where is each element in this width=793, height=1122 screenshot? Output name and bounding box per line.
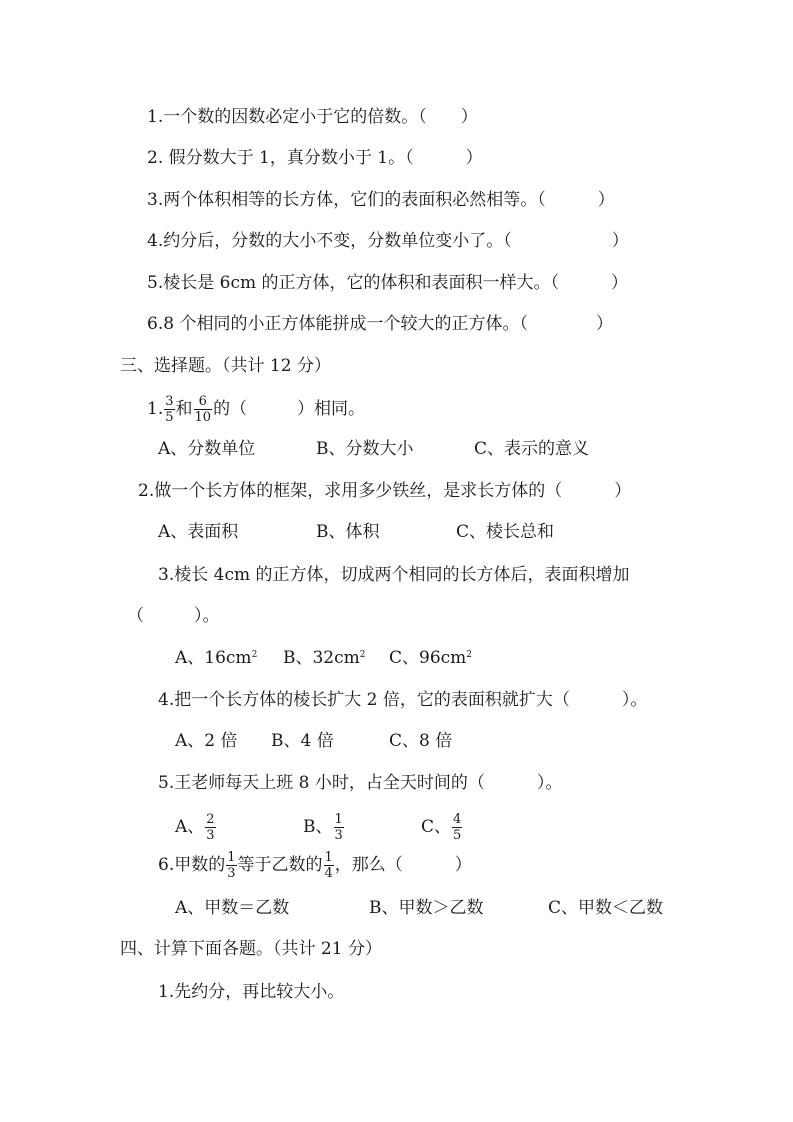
q3-option-b bbox=[283, 646, 366, 670]
close-paren: ） bbox=[465, 148, 483, 168]
q1-option-a: A、分数单位 bbox=[158, 439, 256, 459]
fraction-3-5: $\frac{3}{5}$ bbox=[165, 394, 174, 425]
q6-option-a: A、甲数＝乙数 bbox=[175, 898, 290, 918]
close-paren: ） bbox=[614, 481, 632, 501]
option-text: B、32cm bbox=[283, 648, 360, 668]
q5-option-b bbox=[303, 812, 345, 843]
q4-option-a: A、2 倍 bbox=[175, 731, 238, 751]
section-4-q1: 1.先约分，再比较大小。 bbox=[158, 982, 345, 1002]
q1-option-b: B、分数大小 bbox=[316, 439, 414, 459]
squared-sup: 2 bbox=[466, 650, 473, 660]
q5-option-a bbox=[175, 812, 217, 843]
choice-q5 bbox=[158, 771, 562, 795]
section-3-title: 三、选择题。（共计 12 分） bbox=[120, 356, 331, 376]
q2-option-c: C、棱长总和 bbox=[456, 522, 555, 542]
q3-option-c bbox=[389, 646, 472, 670]
close-paren: ） bbox=[595, 314, 613, 334]
option-label: C、 bbox=[421, 817, 452, 837]
close-paren: ） bbox=[454, 855, 472, 875]
close-paren: ） bbox=[611, 231, 629, 251]
fraction-1-3: $\frac{1}{3}$ bbox=[334, 812, 343, 843]
fraction-6-10: $\frac{6}{10}$ bbox=[194, 394, 212, 425]
squared-sup: 2 bbox=[251, 650, 258, 660]
option-label: B、 bbox=[303, 817, 333, 837]
open-paren: （ bbox=[127, 606, 144, 626]
q-text: 一个数的因数必定小于它的倍数。（ bbox=[163, 107, 427, 127]
q-text: 两个体积相等的长方体，它们的表面积必然相等。（ bbox=[163, 190, 546, 210]
choice-q1 bbox=[147, 394, 365, 425]
choice-q6 bbox=[158, 850, 472, 881]
section-4-title: 四、计算下面各题。（共计 21 分） bbox=[120, 939, 382, 959]
judgement-q5 bbox=[147, 271, 628, 295]
q-number: 1. bbox=[147, 107, 164, 127]
q-text: 约分后，分数的大小不变，分数单位变小了。（ bbox=[163, 231, 512, 251]
q6-option-b: B、甲数＞乙数 bbox=[369, 898, 484, 918]
q-text: 棱长是 6cm 的正方体，它的体积和表面积一样大。（ bbox=[163, 273, 559, 293]
choice-q3-cont bbox=[127, 604, 220, 628]
q-text-end: ）相同。 bbox=[297, 399, 366, 419]
q-text: 5.王老师每天上班 8 小时，占全天时间的（ bbox=[158, 773, 485, 793]
close-paren: ） bbox=[597, 190, 615, 210]
judgement-q3 bbox=[147, 188, 615, 212]
q3-option-a bbox=[175, 646, 257, 670]
option-text: A、16cm bbox=[175, 648, 252, 668]
q-number: 5. bbox=[147, 273, 164, 293]
q-number: 1. bbox=[147, 399, 164, 419]
close-paren: ） bbox=[460, 107, 478, 127]
close-paren: ）。 bbox=[536, 773, 563, 793]
squared-sup: 2 bbox=[359, 650, 366, 660]
q-text: 等于乙数的 bbox=[237, 855, 323, 875]
fraction-4-5: $\frac{4}{5}$ bbox=[453, 812, 462, 843]
q-text: 8 个相同的小正方体能拼成一个较大的正方体。（ bbox=[163, 314, 528, 334]
fraction-1-4: $\frac{1}{4}$ bbox=[324, 850, 333, 881]
judgement-q6 bbox=[147, 312, 613, 336]
choice-q2 bbox=[138, 479, 631, 503]
q2-option-a: A、表面积 bbox=[158, 522, 239, 542]
judgement-q2 bbox=[147, 146, 483, 170]
option-label: A、 bbox=[175, 817, 205, 837]
q2-option-b: B、体积 bbox=[316, 522, 380, 542]
q-number: 3. bbox=[147, 190, 164, 210]
q5-option-c bbox=[421, 812, 463, 843]
judgement-q1 bbox=[147, 105, 478, 129]
judgement-q4 bbox=[147, 229, 629, 253]
close-paren: ）。 bbox=[621, 690, 648, 710]
q-number: 2. bbox=[147, 148, 164, 168]
q-text: 和 bbox=[175, 399, 193, 419]
option-text: C、96cm bbox=[389, 648, 467, 668]
q4-option-c: C、8 倍 bbox=[389, 731, 453, 751]
close-paren: ） bbox=[611, 273, 628, 293]
q-text: 6.甲数的 bbox=[158, 855, 226, 875]
q-text: ，那么（ bbox=[334, 855, 403, 875]
q1-option-c: C、表示的意义 bbox=[474, 439, 590, 459]
q-text: 的（ bbox=[213, 399, 248, 419]
close-paren: ）。 bbox=[194, 606, 220, 626]
fraction-2-3: $\frac{2}{3}$ bbox=[206, 812, 215, 843]
choice-q3: 3.棱长 4cm 的正方体，切成两个相同的长方体后，表面积增加 bbox=[158, 565, 630, 585]
choice-q4 bbox=[158, 688, 647, 712]
q4-option-b: B、4 倍 bbox=[271, 731, 334, 751]
q-number: 4. bbox=[147, 231, 164, 251]
q-text: 2.做一个长方体的框架，求用多少铁丝，是求长方体的（ bbox=[138, 481, 563, 501]
fraction-1-3: $\frac{1}{3}$ bbox=[227, 850, 236, 881]
q-number: 6. bbox=[147, 314, 164, 334]
q-text: 假分数大于 1，真分数小于 1。（ bbox=[163, 148, 414, 168]
q-text: 4.把一个长方体的棱长扩大 2 倍，它的表面积就扩大（ bbox=[158, 690, 570, 710]
q6-option-c: C、甲数＜乙数 bbox=[548, 898, 664, 918]
